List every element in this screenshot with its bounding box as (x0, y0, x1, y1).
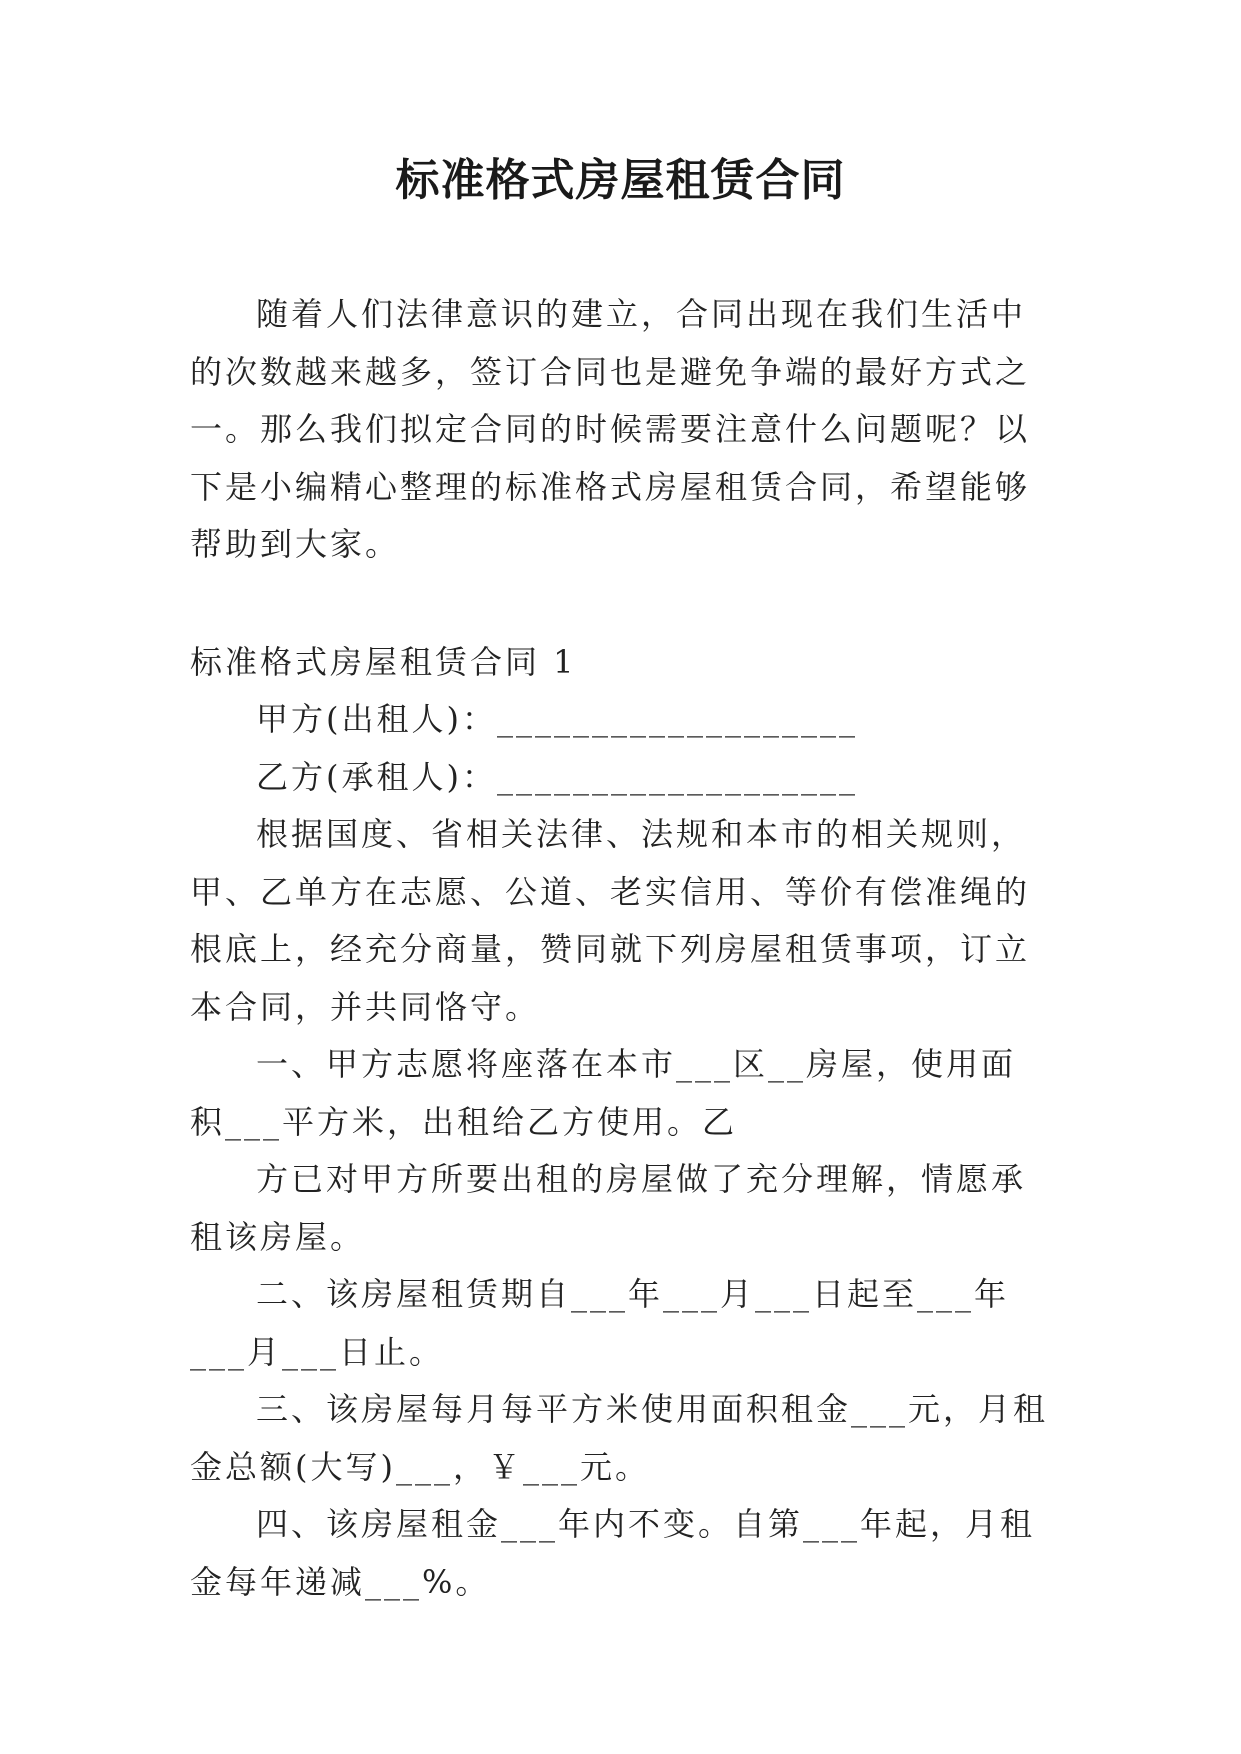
preamble-paragraph: 根据国度、省相关法律、法规和本市的相关规则，甲、乙单方在志愿、公道、老实信用、等价有偿准绳的根底上，经充分商量，赞同就下列房屋租赁事项，订立本合同，并共同恪守。 (190, 815, 1031, 1026)
document-title: 标准格式房屋租赁合同 (395, 155, 846, 206)
clause-1-continued-paragraph: 方已对甲方所要出租的房屋做了充分理解，情愿承租该房屋。 (190, 1160, 1027, 1256)
section-heading: 标准格式房屋租赁合同 1 (190, 642, 577, 681)
clause-2-paragraph: 二、该房屋租赁期自___年___月___日起至___年___月___日止。 (190, 1275, 1010, 1371)
clause-1-paragraph: 一、甲方志愿将座落在本市___区__房屋，使用面积___平方米，出租给乙方使用。乙 (190, 1045, 1017, 1141)
intro-paragraph: 随着人们法律意识的建立，合同出现在我们生活中的次数越来越多，签订合同也是避免争端的最好方式之一。那么我们拟定合同的时候需要注意什么问题呢？以下是小编精心整理的标准格式房屋租赁合同，希望能够帮助到大家。 (190, 295, 1031, 563)
party-b-line: 乙方(承租人)：___________________ (256, 757, 858, 796)
document-body (190, 286, 1050, 1611)
clause-3-paragraph: 三、该房屋每月每平方米使用面积租金___元，月租金总额(大写)___，￥___元。 (190, 1390, 1049, 1486)
clause-4-paragraph: 四、该房屋租金___年内不变。自第___年起，月租金每年递减___%。 (190, 1505, 1036, 1601)
party-a-line: 甲方(出租人)：___________________ (256, 700, 858, 738)
